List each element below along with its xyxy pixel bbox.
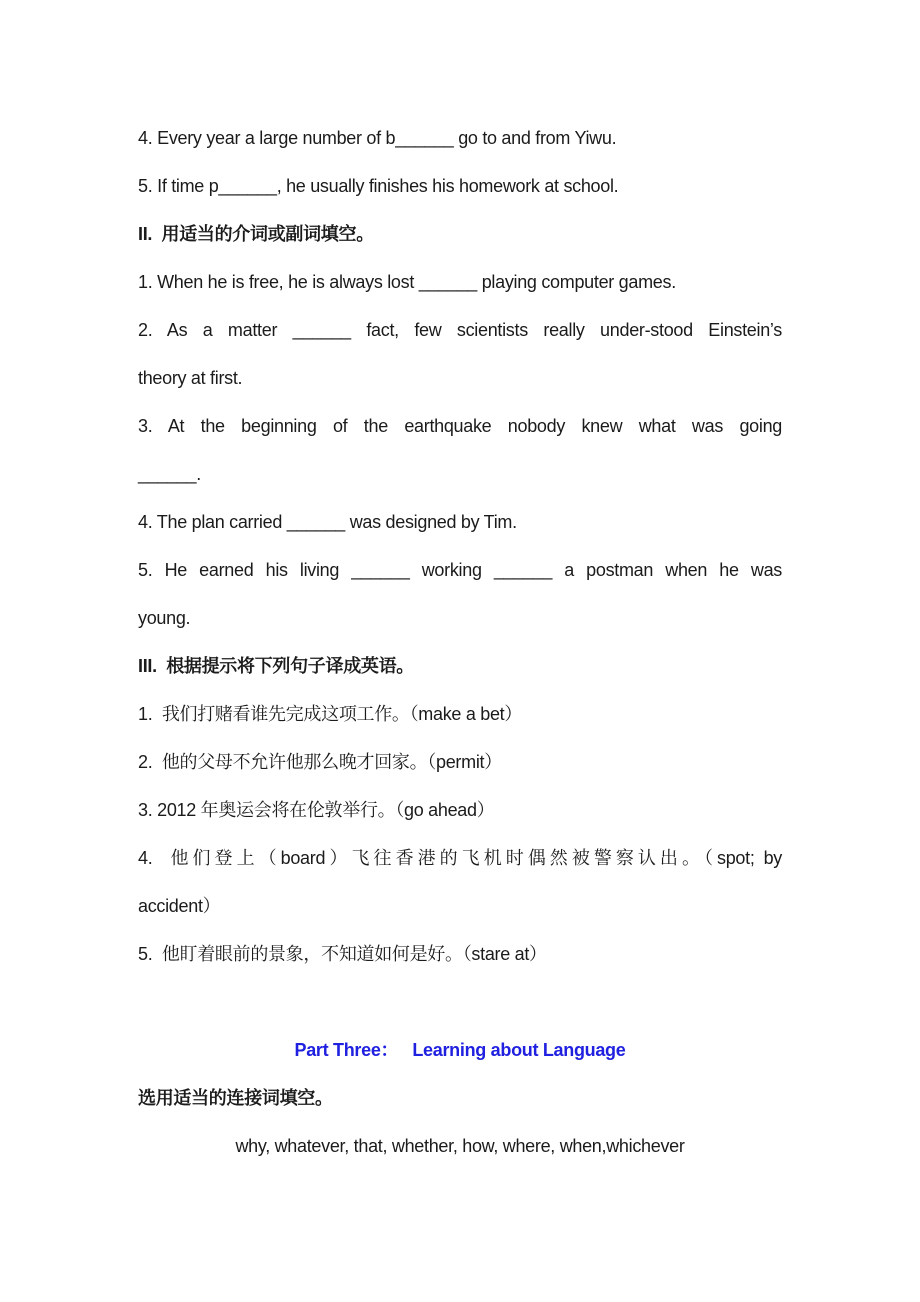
blank-line — [138, 978, 782, 1026]
section-ii-item-2-line-1: 2. As a matter ______ fact, few scientists really under-stood Einstein’s — [138, 320, 782, 340]
section-ii-item-2-line-2: theory at first. — [138, 368, 243, 388]
section-iii-item-5: 5. 他盯着眼前的景象，不知道如何是好。（stare at） — [138, 944, 547, 964]
vocab-item-5: 5. If time p______, he usually finishes his homework at school. — [138, 176, 619, 196]
section-ii-heading: II. 用适当的介词或副词填空。 — [138, 224, 374, 244]
vocab-item-4: 4. Every year a large number of b______ go to and from Yiwu. — [138, 128, 617, 148]
word-bank-instruction: 选用适当的连接词填空。 — [138, 1088, 333, 1108]
section-ii-item-5-line-2: young. — [138, 608, 191, 628]
section-ii-item-5-line-1: 5. He earned his living ______ working ______ a postman when he was — [138, 560, 782, 580]
word-bank-line: why, whatever, that, whether, how, where, when,whichever — [235, 1136, 685, 1156]
section-iii-item-4-line-2: accident） — [138, 896, 221, 916]
section-iii-heading: III. 根据提示将下列句子译成英语。 — [138, 656, 415, 676]
section-iii-item-1: 1. 我们打赌看谁先完成这项工作。（make a bet） — [138, 704, 523, 724]
section-iii-item-4-line-1: 4. 他们登上（board）飞往香港的飞机时偶然被警察认出。（spot; by — [138, 848, 782, 868]
section-iii-item-3: 3. 2012 年奥运会将在伦敦举行。（go ahead） — [138, 800, 495, 820]
section-ii-item-4: 4. The plan carried ______ was designed by Tim. — [138, 512, 517, 532]
section-ii-item-3-line-1: 3. At the beginning of the earthquake nobody knew what was going — [138, 416, 782, 436]
part-three-title: Part Three： Learning about Language — [294, 1040, 626, 1060]
section-ii-item-3-line-2: ______. — [138, 464, 201, 484]
section-ii-item-1: 1. When he is free, he is always lost ______ playing computer games. — [138, 272, 676, 292]
section-iii-item-2: 2. 他的父母不允许他那么晚才回家。（permit） — [138, 752, 502, 772]
